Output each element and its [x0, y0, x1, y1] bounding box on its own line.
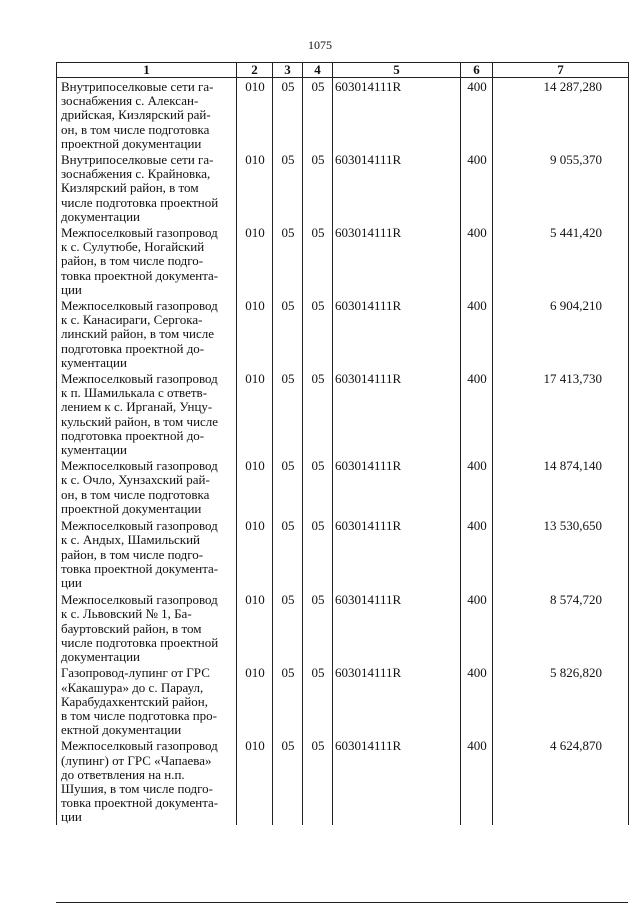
table-bottom-border: [56, 902, 628, 903]
chapter-code-cell: 05: [273, 78, 303, 152]
column-header-2: 2: [237, 63, 273, 78]
object-name-line: Межпоселковый газопровод: [61, 225, 218, 241]
amount-cell: 14 874,140: [493, 457, 629, 517]
target-article-cell: 603014111R: [333, 224, 461, 297]
subchapter-code-cell: 05: [303, 517, 333, 591]
column-header-4: 4: [303, 63, 333, 78]
object-name-line: Межпоселковый газопровод: [61, 458, 218, 474]
column-header-5: 5: [333, 63, 461, 78]
target-article-cell: 603014111R: [333, 517, 461, 591]
object-name-line: линский район, в том числе: [61, 326, 214, 342]
amount-cell: 5 826,820: [493, 664, 629, 737]
object-name-line: документации: [61, 649, 141, 665]
object-name-cell: [57, 78, 237, 152]
subchapter-code-cell: 05: [303, 370, 333, 457]
amount-cell: 14 287,280: [493, 78, 629, 152]
chapter-code-cell: 05: [273, 224, 303, 297]
table-row: [57, 224, 629, 297]
table-header-row: [57, 63, 629, 78]
object-name-line: Межпоселковый газопровод: [61, 592, 218, 608]
object-name-line: район, в том числе подго-: [61, 546, 204, 562]
subchapter-code-cell: 05: [303, 457, 333, 517]
object-name-line: подготовка проектной до-: [61, 340, 205, 356]
column-header-3: 3: [273, 63, 303, 78]
table-row: [57, 664, 629, 737]
expense-type-cell: 400: [461, 664, 493, 737]
table-row: [57, 78, 629, 152]
object-name-line: подготовка проектной до-: [61, 427, 205, 443]
target-article-cell: 603014111R: [333, 457, 461, 517]
object-name-line: (лупинг) от ГРС «Чапаева»: [61, 752, 212, 768]
object-name-line: Межпоселковый газопровод: [61, 518, 218, 534]
chapter-code-cell: 05: [273, 664, 303, 737]
expense-type-cell: 400: [461, 737, 493, 824]
amount-cell: 6 904,210: [493, 297, 629, 370]
table-body: [57, 78, 629, 825]
object-name-line: Шушия, в том числе подго-: [61, 780, 213, 796]
object-name-line: к с. Львовский № 1, Ба-: [61, 606, 192, 622]
object-name-line: Межпоселковый газопровод: [61, 371, 218, 387]
object-name-line: числе подготовка проектной: [61, 194, 219, 210]
section-code-cell: 010: [237, 457, 273, 517]
object-name-line: товка проектной документа-: [61, 795, 219, 811]
expense-type-cell: 400: [461, 151, 493, 224]
object-name-cell: [57, 224, 237, 297]
column-header-6: 6: [461, 63, 493, 78]
object-name-line: кульский район, в том числе: [61, 413, 219, 429]
amount-cell: 8 574,720: [493, 591, 629, 664]
section-code-cell: 010: [237, 591, 273, 664]
object-name-line: кументации: [61, 442, 127, 458]
table-row: [57, 370, 629, 457]
object-name-line: ции: [61, 281, 82, 297]
object-name-line: товка проектной документа-: [61, 267, 219, 283]
target-article-cell: 603014111R: [333, 591, 461, 664]
object-name-line: ции: [61, 575, 82, 591]
subchapter-code-cell: 05: [303, 297, 333, 370]
table-row: [57, 297, 629, 370]
table-row: [57, 737, 629, 824]
object-name-line: товка проектной документа-: [61, 560, 219, 576]
object-name-line: документации: [61, 208, 141, 224]
subchapter-code-cell: 05: [303, 591, 333, 664]
object-name-line: к с. Сулутюбе, Ногайский: [61, 239, 205, 255]
table-row: [57, 591, 629, 664]
object-name-line: Кизлярский район, в том: [61, 180, 199, 196]
object-name-line: к с. Очло, Хунзахский рай-: [61, 472, 210, 488]
object-name-line: кументации: [61, 354, 127, 370]
amount-cell: 13 530,650: [493, 517, 629, 591]
table-row: [57, 457, 629, 517]
object-name-line: к п. Шамилькала с ответв-: [61, 385, 208, 401]
amount-cell: 9 055,370: [493, 151, 629, 224]
column-header-1: 1: [57, 63, 237, 78]
page-number: 1075: [308, 38, 332, 52]
chapter-code-cell: 05: [273, 370, 303, 457]
object-name-line: Межпоселковый газопровод: [61, 738, 218, 754]
column-header-7: 7: [493, 63, 629, 78]
object-name-line: проектной документации: [61, 500, 202, 516]
subchapter-code-cell: 05: [303, 737, 333, 824]
target-article-cell: 603014111R: [333, 370, 461, 457]
object-name-line: лением к с. Ирганай, Унцу-: [61, 399, 213, 415]
subchapter-code-cell: 05: [303, 224, 333, 297]
chapter-code-cell: 05: [273, 737, 303, 824]
object-name-line: «Какашура» до с. Параул,: [61, 679, 204, 695]
section-code-cell: 010: [237, 151, 273, 224]
target-article-cell: 603014111R: [333, 78, 461, 152]
object-name-line: к с. Андых, Шамильский: [61, 532, 201, 548]
object-name-line: к с. Канасираги, Сергока-: [61, 312, 203, 328]
expense-type-cell: 400: [461, 297, 493, 370]
object-name-cell: [57, 297, 237, 370]
object-name-line: район, в том числе подго-: [61, 253, 204, 269]
amount-cell: 5 441,420: [493, 224, 629, 297]
object-name-line: Внутрипоселковые сети га-: [61, 79, 214, 94]
section-code-cell: 010: [237, 224, 273, 297]
section-code-cell: 010: [237, 664, 273, 737]
budget-table: [56, 62, 629, 825]
section-code-cell: 010: [237, 737, 273, 824]
section-code-cell: 010: [237, 297, 273, 370]
target-article-cell: 603014111R: [333, 151, 461, 224]
object-name-line: он, в том числе подготовка: [61, 486, 210, 502]
subchapter-code-cell: 05: [303, 151, 333, 224]
object-name-cell: [57, 457, 237, 517]
table-row: [57, 151, 629, 224]
chapter-code-cell: 05: [273, 591, 303, 664]
object-name-line: Межпоселковый газопровод: [61, 298, 218, 314]
object-name-cell: [57, 664, 237, 737]
target-article-cell: 603014111R: [333, 737, 461, 824]
object-name-line: проектной документации: [61, 135, 202, 151]
object-name-cell: [57, 737, 237, 824]
section-code-cell: 010: [237, 370, 273, 457]
target-article-cell: 603014111R: [333, 297, 461, 370]
expense-type-cell: 400: [461, 517, 493, 591]
amount-cell: 17 413,730: [493, 370, 629, 457]
object-name-cell: [57, 517, 237, 591]
expense-type-cell: 400: [461, 591, 493, 664]
section-code-cell: 010: [237, 517, 273, 591]
object-name-line: Карабудахкентский район,: [61, 693, 208, 709]
section-code-cell: 010: [237, 78, 273, 152]
chapter-code-cell: 05: [273, 457, 303, 517]
object-name-line: ции: [61, 809, 82, 825]
chapter-code-cell: 05: [273, 297, 303, 370]
object-name-line: Внутрипоселковые сети га-: [61, 152, 214, 168]
chapter-code-cell: 05: [273, 517, 303, 591]
object-name-line: зоснабжения с. Крайновка,: [61, 166, 211, 182]
amount-cell: 4 624,870: [493, 737, 629, 824]
object-name-cell: [57, 370, 237, 457]
target-article-cell: 603014111R: [333, 664, 461, 737]
subchapter-code-cell: 05: [303, 664, 333, 737]
object-name-line: до ответвления на н.п.: [61, 766, 185, 782]
object-name-line: Газопровод-лупинг от ГРС: [61, 665, 210, 681]
expense-type-cell: 400: [461, 457, 493, 517]
object-name-cell: [57, 591, 237, 664]
object-name-line: зоснабжения с. Алексан-: [61, 93, 199, 109]
object-name-line: числе подготовка проектной: [61, 634, 219, 650]
expense-type-cell: 400: [461, 78, 493, 152]
object-name-line: ектной документации: [61, 722, 182, 738]
object-name-line: бауртовский район, в том: [61, 620, 202, 636]
object-name-line: в том числе подготовка про-: [61, 707, 218, 723]
object-name-line: он, в том числе подготовка: [61, 121, 210, 137]
table-row: [57, 517, 629, 591]
object-name-line: дрийская, Кизлярский рай-: [61, 107, 211, 123]
chapter-code-cell: 05: [273, 151, 303, 224]
expense-type-cell: 400: [461, 370, 493, 457]
expense-type-cell: 400: [461, 224, 493, 297]
object-name-cell: [57, 151, 237, 224]
subchapter-code-cell: 05: [303, 78, 333, 152]
